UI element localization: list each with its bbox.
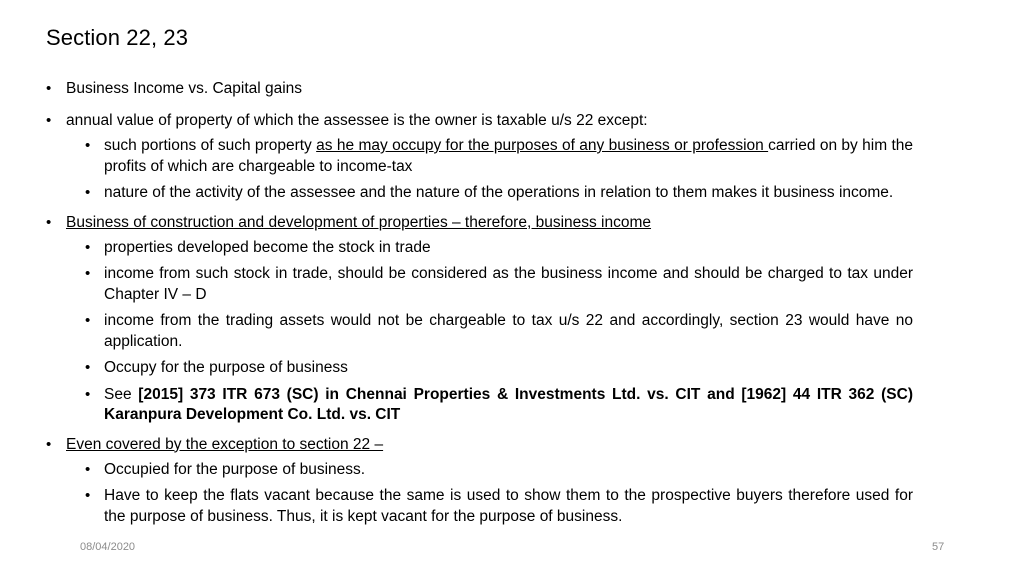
sub-bullet-text: such portions of such property (104, 137, 317, 154)
bullet-icon: • (85, 238, 91, 256)
bullet-icon: • (85, 184, 91, 201)
bullet-item (46, 212, 913, 233)
case-citation: [2015] 373 ITR 673 (SC) in Chennai Properties & Investments Ltd. vs. CIT and [1962] 44 ITR 362 (SC) Karanpura Development Co. Ltd. vs. CIT (104, 385, 913, 423)
slide-title: Section 22, 23 (46, 25, 189, 50)
sub-bullet-item (85, 238, 913, 259)
sub-bullet-text: Occupied for the purpose of business. (104, 460, 366, 478)
bullet-icon: • (46, 435, 52, 453)
sub-bullet-item (85, 311, 913, 352)
sub-list (46, 460, 913, 528)
sub-bullet-text: properties developed become the stock in trade (104, 238, 431, 256)
sub-bullet-text: income from the trading assets would not be chargeable to tax u/s 22 and accordingly, section 23 would have no application. (104, 312, 913, 350)
underlined-phrase: as he may occupy for the purposes of any business or profession (316, 137, 769, 154)
sub-bullet-text: See (104, 385, 139, 403)
bullet-item (46, 78, 913, 99)
sub-list (46, 238, 913, 426)
sub-bullet-text: Have to keep the flats vacant because the same is used to show them to the prospective buyers therefore used for the purpose of business. Thus, it is kept vacant for the purpose of business. (104, 487, 913, 525)
sub-list (46, 136, 913, 204)
sub-bullet-text: nature of the activity of the assessee and the nature of the operations in relation to them makes it business income. (104, 184, 894, 201)
bullet-heading: Even covered by the exception to section 22 – (66, 435, 384, 453)
sub-bullet-text: carried on by him the profits of which are chargeable to income-tax (104, 137, 914, 175)
bullet-icon: • (85, 460, 91, 478)
bullet-icon: • (46, 112, 52, 129)
sub-bullet-text: income from such stock in trade, should be considered as the business income and should be charged to tax under Chapter IV – D (104, 265, 913, 303)
sub-bullet-item (85, 264, 913, 305)
sub-bullet-item (85, 486, 913, 527)
slide-date: 08/04/2020 (80, 541, 136, 553)
sub-bullet-item (85, 460, 913, 481)
bullet-text: Business Income vs. Capital gains (66, 80, 303, 97)
slide-number: 57 (932, 541, 945, 553)
bullet-icon: • (85, 487, 91, 504)
bullet-icon: • (85, 265, 91, 282)
sub-bullet-text: Occupy for the purpose of business (104, 359, 348, 376)
bullet-text: annual value of property of which the assessee is the owner is taxable u/s 22 except: (66, 112, 648, 129)
bullet-icon: • (85, 385, 91, 403)
sub-bullet-item (85, 136, 913, 177)
bullet-icon: • (85, 137, 91, 154)
sub-bullet-item (85, 385, 913, 426)
bullet-heading: Business of construction and development of properties – therefore, business income (66, 213, 652, 231)
bullet-item (46, 434, 913, 455)
bullet-icon: • (46, 213, 52, 231)
sub-bullet-item (85, 358, 913, 379)
bullet-icon: • (85, 359, 91, 376)
bullet-item (46, 110, 913, 131)
bullet-icon: • (85, 312, 91, 329)
bullet-icon: • (46, 80, 52, 97)
slide-content (46, 78, 913, 535)
sub-bullet-item (85, 183, 913, 204)
